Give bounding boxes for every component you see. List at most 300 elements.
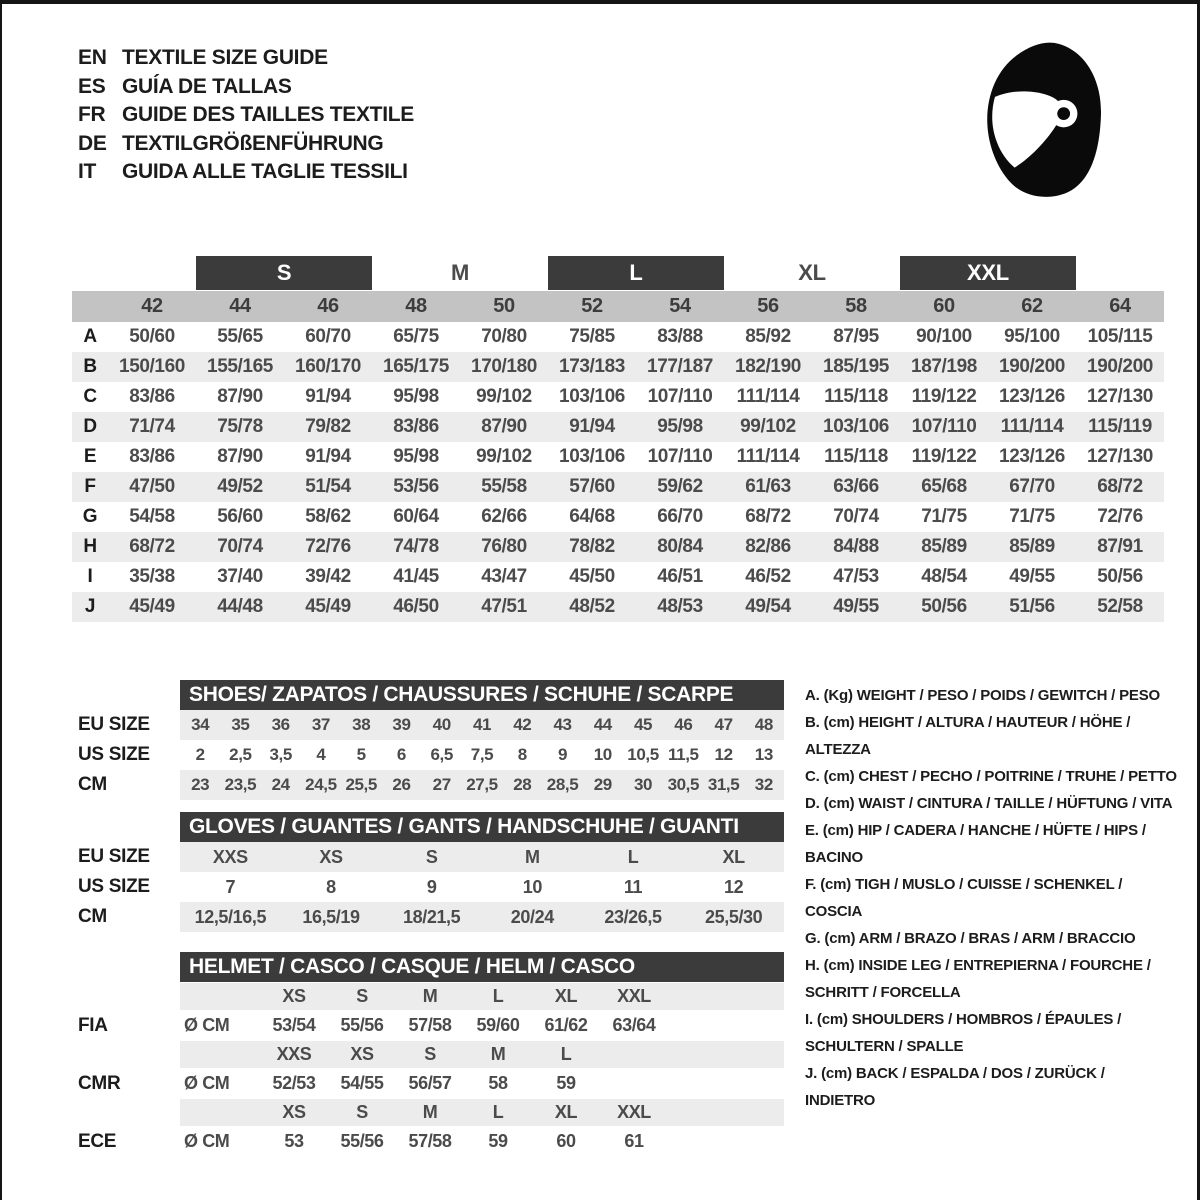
helmet-table	[72, 952, 784, 1156]
size-value: 2,5	[229, 745, 252, 764]
size-value: 23/26,5	[604, 906, 662, 927]
size-value: 87/90	[217, 446, 263, 467]
size-value: 190/200	[1087, 356, 1153, 377]
size-value: 47/51	[481, 596, 527, 617]
size-value: 25,5	[345, 775, 377, 794]
size-value: 8	[517, 745, 527, 764]
legend-item: B. (cm) HEIGHT / ALTURA / HAUTEUR / HÖHE / ALTEZZA	[805, 714, 1131, 758]
size-value: 56/57	[408, 1073, 452, 1093]
size-value: 91/94	[305, 386, 351, 407]
size-value: 65/75	[393, 326, 439, 347]
size-value: 115/118	[824, 386, 888, 407]
size-value: 43/47	[481, 566, 527, 587]
diameter-unit: Ø CM	[184, 1015, 230, 1035]
language-list	[78, 44, 414, 187]
row-label: CM	[78, 906, 107, 927]
size-value: 11	[623, 876, 643, 897]
size-value: 50/60	[129, 326, 175, 347]
size-value: 42	[513, 715, 532, 734]
size-value: 23	[191, 775, 210, 794]
measurement-row	[72, 502, 1164, 532]
size-value: 66/70	[657, 506, 703, 527]
size-value: 7	[225, 876, 236, 897]
size-value: 85/89	[1009, 536, 1055, 557]
size-value: 50/56	[1097, 566, 1143, 587]
size-value: 71/75	[921, 506, 967, 527]
helmet-size-label: XS	[282, 986, 306, 1006]
size-value: 64/68	[569, 506, 615, 527]
legend-item: G. (cm) ARM / BRAZO / BRAS / ARM / BRACCIO	[805, 930, 1136, 947]
size-header-cell: 54	[669, 295, 691, 317]
size-value: 18/21,5	[403, 906, 461, 927]
helmet-size-label: M	[490, 1044, 506, 1064]
size-value: 40	[432, 715, 451, 734]
size-value: 111/114	[1000, 416, 1064, 437]
size-value: 48/54	[921, 566, 967, 587]
size-value: 9	[557, 745, 568, 764]
size-value: 23,5	[224, 775, 257, 794]
size-value: 46	[674, 715, 693, 734]
size-value: 99/102	[476, 446, 532, 467]
size-value: 6,5	[430, 745, 453, 764]
size-header-cell: 48	[405, 295, 427, 317]
size-value: 107/110	[911, 416, 977, 437]
diameter-unit: Ø CM	[184, 1131, 230, 1151]
size-value: 29	[593, 775, 612, 794]
size-value: 20/24	[510, 906, 554, 927]
size-value: 35/38	[129, 566, 175, 587]
size-value: 46/52	[745, 566, 791, 587]
measurement-rows	[72, 322, 1164, 622]
measurement-row	[72, 442, 1164, 472]
language-label: GUIDE DES TAILLES TEXTILE	[122, 103, 414, 126]
size-group-cell: L	[548, 256, 724, 290]
measurement-row	[72, 352, 1164, 382]
size-value: 85/89	[921, 536, 967, 557]
size-value: 85/92	[745, 326, 791, 347]
size-value: 11,5	[668, 745, 699, 764]
size-value: 78/82	[569, 536, 615, 557]
language-row	[78, 158, 414, 187]
size-value: 119/122	[911, 446, 977, 467]
helmet-size-label: S	[356, 1102, 368, 1122]
size-value: 60/64	[393, 506, 439, 527]
size-value: 10	[593, 745, 612, 764]
size-value: 185/195	[823, 356, 889, 377]
measurement-row	[72, 322, 1164, 352]
row-label: US SIZE	[78, 744, 150, 765]
size-value: 115/119	[1088, 416, 1152, 437]
size-value: 68/72	[745, 506, 791, 527]
size-value: 59	[488, 1131, 508, 1151]
helmet-cmr-sizes-row	[72, 1040, 784, 1069]
size-value: 87/91	[1097, 536, 1143, 557]
legend-item: J. (cm) BACK / ESPALDA / DOS / ZURÜCK / INDIETRO	[805, 1065, 1105, 1109]
size-value: 25,5/30	[705, 906, 763, 927]
size-value: 59/62	[657, 476, 703, 497]
size-value: 58/62	[305, 506, 351, 527]
size-value: 103/106	[559, 446, 625, 467]
legend-item: I. (cm) SHOULDERS / HOMBROS / ÉPAULES / SCHULTERN / SPALLE	[805, 1011, 1122, 1055]
size-value: 28	[513, 775, 532, 794]
racing-helmet-icon	[982, 38, 1110, 205]
size-value: 24	[271, 775, 290, 794]
size-header-cell: 60	[933, 295, 955, 317]
language-label: TEXTILGRÖßENFÜHRUNG	[122, 131, 384, 155]
size-value: 31,5	[707, 775, 740, 794]
size-value: L	[627, 846, 639, 867]
size-value: 70/74	[217, 536, 263, 557]
size-value: 44/48	[217, 596, 263, 617]
size-group-cell: S	[196, 256, 372, 290]
language-code: ES	[78, 74, 106, 98]
row-label: US SIZE	[78, 876, 150, 897]
row-label: F	[84, 476, 96, 497]
size-header-cell: 50	[493, 295, 515, 317]
helmet-title-bar: HELMET / CASCO / CASQUE / HELM / CASCO	[180, 952, 784, 982]
measurement-row	[72, 382, 1164, 412]
size-value: 34	[191, 715, 210, 734]
size-value: 165/175	[383, 356, 449, 377]
size-value: 8	[326, 876, 336, 897]
legend-item: A. (Kg) WEIGHT / PESO / POIDS / GEWITCH / PESO	[805, 687, 1160, 704]
size-group-cell: M	[450, 260, 470, 285]
helmet-size-label: L	[492, 986, 504, 1006]
row-label: G	[82, 506, 98, 527]
language-label: GUIDA ALLE TAGLIE TESSILI	[122, 160, 408, 183]
size-value: 90/100	[916, 326, 972, 347]
size-value: 12	[714, 745, 733, 764]
size-value: 55/65	[217, 326, 263, 347]
size-value: 4	[316, 745, 326, 764]
size-value: 63/66	[833, 476, 879, 497]
language-code: EN	[78, 46, 107, 69]
language-label: TEXTILE SIZE GUIDE	[122, 46, 328, 69]
size-value: 49/52	[217, 476, 263, 497]
size-value: 55/56	[340, 1131, 384, 1151]
helmet-size-label: XXL	[617, 1102, 651, 1122]
size-value: 9	[426, 876, 437, 897]
helmet-cmr-values-row	[72, 1069, 784, 1098]
size-value: 187/198	[911, 356, 977, 377]
row-label: FIA	[78, 1014, 108, 1036]
size-value: 160/170	[295, 356, 361, 377]
language-row	[78, 44, 414, 73]
row-label: C	[83, 386, 97, 407]
size-header-cell: 62	[1021, 295, 1043, 317]
size-value: 32	[754, 775, 773, 794]
size-value: 7,5	[470, 745, 494, 764]
size-value: 150/160	[119, 356, 185, 377]
helmet-size-label: XL	[554, 986, 578, 1006]
size-value: 82/86	[745, 536, 791, 557]
size-value: 12	[724, 876, 744, 897]
measurement-row	[72, 592, 1164, 622]
size-value: 51/56	[1009, 596, 1055, 617]
size-value: 70/80	[481, 326, 527, 347]
size-value: 127/130	[1087, 386, 1153, 407]
helmet-size-label: M	[422, 986, 438, 1006]
shoes-title-row	[72, 680, 784, 710]
size-value: 83/86	[129, 386, 175, 407]
size-value: 43	[553, 715, 572, 734]
size-value: 46/51	[657, 566, 703, 587]
size-value: 91/94	[305, 446, 351, 467]
row-label: I	[87, 566, 93, 587]
size-value: 173/183	[559, 356, 625, 377]
size-value: 36	[271, 715, 290, 734]
size-value: 84/88	[833, 536, 879, 557]
size-value: 57/58	[408, 1131, 452, 1151]
size-header-cell: 44	[229, 295, 251, 317]
size-value: 123/126	[999, 446, 1065, 467]
size-value: 47	[714, 715, 733, 734]
size-value: 41	[472, 715, 492, 734]
size-value: 76/80	[481, 536, 527, 557]
gloves-table	[72, 812, 784, 932]
size-value: 53/56	[393, 476, 439, 497]
legend-item: D. (cm) WAIST / CINTURA / TAILLE / HÜFTUNG / VITA	[805, 795, 1173, 812]
size-group-row	[72, 256, 1164, 290]
size-value: 45/49	[305, 596, 351, 617]
size-value: 55/58	[481, 476, 527, 497]
helmet-size-label: S	[424, 1044, 436, 1064]
size-value: 16,5/19	[302, 906, 360, 927]
size-value: 50/56	[921, 596, 967, 617]
size-value: 68/72	[129, 536, 175, 557]
size-value: M	[525, 846, 540, 867]
size-value: 103/106	[559, 386, 625, 407]
size-value: 182/190	[735, 356, 801, 377]
size-value: 5	[356, 745, 366, 764]
size-value: 28,5	[546, 775, 579, 794]
size-value: 62/66	[481, 506, 527, 527]
row-label: CMR	[78, 1072, 121, 1094]
helmet-ece-values-row	[72, 1127, 784, 1156]
size-value: 55/56	[340, 1015, 384, 1035]
legend-item: E. (cm) HIP / CADERA / HANCHE / HÜFTE / HIPS / BACINO	[805, 822, 1146, 866]
measurement-row	[72, 532, 1164, 562]
size-value: 87/95	[833, 326, 879, 347]
size-value: 30,5	[667, 775, 700, 794]
language-code: FR	[78, 103, 106, 126]
size-value: 47/53	[833, 566, 879, 587]
size-value: 111/114	[736, 386, 800, 407]
size-value: 3,5	[269, 745, 292, 764]
size-value: 107/110	[647, 386, 713, 407]
size-value: 44	[593, 715, 612, 734]
size-value: 58	[488, 1073, 508, 1093]
size-value: 49/54	[745, 596, 791, 617]
size-value: 54/55	[340, 1073, 384, 1093]
size-value: 48	[754, 715, 773, 734]
size-value: 49/55	[833, 596, 879, 617]
size-value: 123/126	[999, 386, 1065, 407]
size-group-cell: XXL	[900, 256, 1076, 290]
size-value: 103/106	[823, 416, 889, 437]
helmet-fia-values-row	[72, 1011, 784, 1040]
size-value: 190/200	[999, 356, 1065, 377]
size-value: 87/90	[481, 416, 527, 437]
measurement-row	[72, 562, 1164, 592]
size-value: 127/130	[1087, 446, 1153, 467]
size-value: 91/94	[569, 416, 615, 437]
helmet-size-label: XL	[554, 1102, 578, 1122]
size-header-cell: 64	[1109, 295, 1131, 317]
language-label: GUÍA DE TALLAS	[122, 74, 292, 98]
size-value: 30	[634, 775, 653, 794]
size-value: 75/85	[569, 326, 615, 347]
row-label: CM	[78, 774, 107, 795]
size-value: 54/58	[129, 506, 175, 527]
row-label: ECE	[78, 1130, 117, 1152]
helmet-size-label: XXL	[617, 986, 651, 1006]
size-value: 83/88	[657, 326, 703, 347]
row-label: E	[83, 446, 97, 467]
helmet-size-label: S	[356, 986, 368, 1006]
measurement-row	[72, 472, 1164, 502]
shoes-table	[72, 680, 784, 800]
apparel-size-table	[72, 256, 1164, 622]
size-value: 83/86	[393, 416, 439, 437]
language-row	[78, 130, 414, 159]
size-value: 95/98	[657, 416, 703, 437]
size-value: 47/50	[129, 476, 175, 497]
shoes-cm-row	[72, 770, 784, 800]
size-value: 10	[522, 876, 542, 897]
size-value: 99/102	[740, 416, 796, 437]
size-value: 45	[634, 715, 653, 734]
legend-item: F. (cm) TIGH / MUSLO / CUISSE / SCHENKEL / COSCIA	[805, 876, 1123, 920]
shoes-eu-row	[72, 710, 784, 740]
shoes-us-row	[72, 740, 784, 770]
size-value: 99/102	[476, 386, 532, 407]
size-value: 65/68	[921, 476, 967, 497]
size-value: 6	[396, 745, 406, 764]
row-label: A	[83, 326, 97, 347]
size-value: 95/98	[393, 386, 439, 407]
size-header-cell: 56	[757, 295, 779, 317]
size-value: 119/122	[911, 386, 977, 407]
size-value: 12,5/16,5	[194, 906, 267, 927]
size-value: S	[425, 846, 438, 867]
size-value: 61	[624, 1131, 644, 1151]
size-value: 63/64	[612, 1015, 656, 1035]
size-value: 60/70	[305, 326, 351, 347]
helmet-size-label: XS	[350, 1044, 374, 1064]
size-value: 39	[392, 715, 411, 734]
size-value: 53	[284, 1131, 304, 1151]
gloves-cm-row	[72, 902, 784, 932]
size-value: 57/58	[408, 1015, 452, 1035]
language-code: DE	[78, 131, 107, 155]
size-value: 48/53	[657, 596, 703, 617]
row-label: EU SIZE	[78, 714, 150, 735]
measurement-row	[72, 412, 1164, 442]
size-value: XS	[319, 846, 343, 867]
size-value: 68/72	[1097, 476, 1143, 497]
language-row	[78, 73, 414, 102]
size-value: 70/74	[833, 506, 879, 527]
size-value: 71/75	[1009, 506, 1055, 527]
size-value: 38	[352, 715, 371, 734]
size-value: 57/60	[569, 476, 615, 497]
size-value: 75/78	[217, 416, 263, 437]
helmet-size-label: XXS	[276, 1044, 312, 1064]
gloves-us-row	[72, 872, 784, 902]
language-code: IT	[78, 160, 97, 183]
measurement-legend	[805, 682, 1177, 1114]
row-label: B	[83, 356, 97, 377]
size-value: 49/55	[1009, 566, 1055, 587]
size-value: 95/100	[1004, 326, 1060, 347]
size-value: 13	[754, 745, 773, 764]
size-value: 56/60	[217, 506, 263, 527]
shoes-title-bar: SHOES/ ZAPATOS / CHAUSSURES / SCHUHE / SCARPE	[180, 680, 784, 710]
size-value: 80/84	[657, 536, 703, 557]
size-value: 72/76	[305, 536, 351, 557]
helmet-title-row	[72, 952, 784, 982]
size-value: 107/110	[647, 446, 713, 467]
size-value: 51/54	[305, 476, 351, 497]
size-header-cell: 46	[317, 295, 339, 317]
size-value: 111/114	[736, 446, 800, 467]
size-header-cell: 42	[141, 295, 163, 317]
size-value: 24,5	[305, 775, 337, 794]
size-value: 74/78	[393, 536, 439, 557]
size-value: 2	[195, 745, 205, 764]
size-value: 52/58	[1097, 596, 1143, 617]
language-row	[78, 101, 414, 130]
size-value: 155/165	[207, 356, 273, 377]
size-header-row	[72, 291, 1164, 322]
size-value: 59/60	[476, 1015, 520, 1035]
size-value: 177/187	[647, 356, 713, 377]
size-value: 39/42	[305, 566, 351, 587]
helmet-size-label: L	[560, 1044, 572, 1064]
size-value: 61/62	[544, 1015, 588, 1035]
size-value: 35	[231, 715, 250, 734]
size-value: 45/49	[129, 596, 175, 617]
size-value: 26	[392, 775, 411, 794]
size-value: 95/98	[393, 446, 439, 467]
size-value: 48/52	[569, 596, 615, 617]
size-value: 61/63	[745, 476, 791, 497]
helmet-ece-sizes-row	[72, 1098, 784, 1127]
legend-item: H. (cm) INSIDE LEG / ENTREPIERNA / FOURCHE / SCHRITT / FORCELLA	[805, 957, 1151, 1001]
size-value: 59	[556, 1073, 576, 1093]
helmet-size-label: L	[492, 1102, 504, 1122]
gloves-eu-row	[72, 842, 784, 872]
size-value: 37	[311, 715, 330, 734]
size-value: 60	[556, 1131, 576, 1151]
gloves-title-bar: GLOVES / GUANTES / GANTS / HANDSCHUHE / GUANTI	[180, 812, 784, 842]
row-label: D	[83, 416, 97, 437]
size-value: XL	[722, 846, 745, 867]
size-value: 87/90	[217, 386, 263, 407]
size-value: 67/70	[1009, 476, 1055, 497]
diameter-unit: Ø CM	[184, 1073, 230, 1093]
size-value: 83/86	[129, 446, 175, 467]
helmet-fia-sizes-row	[72, 982, 784, 1011]
size-value: 170/180	[471, 356, 537, 377]
size-value: 105/115	[1087, 326, 1153, 347]
lower-tables	[72, 680, 784, 1156]
size-value: 115/118	[824, 446, 888, 467]
helmet-size-label: XS	[282, 1102, 306, 1122]
size-value: 27,5	[466, 775, 498, 794]
row-label: H	[83, 536, 97, 557]
